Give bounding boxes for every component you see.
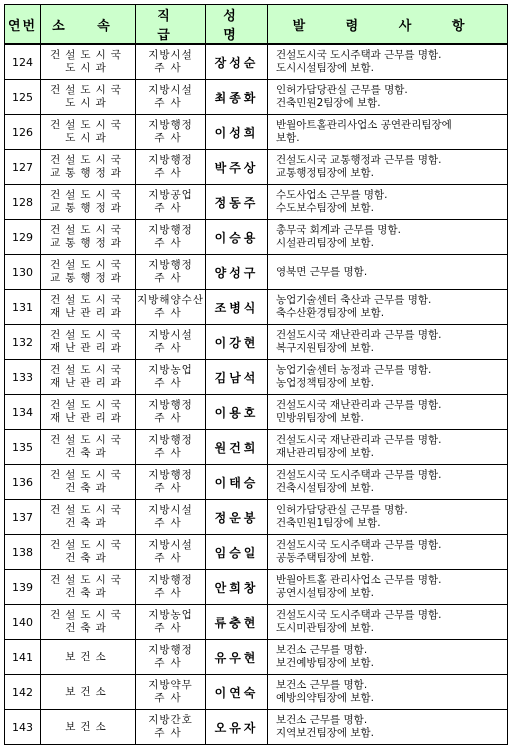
rank-line-2: 주사 xyxy=(154,657,187,669)
appointment-note-line-2: 복구지원팀장에 보함. xyxy=(276,342,374,354)
person-name: 조병식 xyxy=(206,290,268,325)
appointment-note-cell xyxy=(268,570,508,605)
rank-cell xyxy=(136,500,206,535)
department-line-1: 건설도시국 xyxy=(50,84,126,96)
appointment-note-line-2: 도시시설팀장에 보함. xyxy=(276,62,374,74)
appointment-note-cell xyxy=(268,80,508,115)
person-name: 이강현 xyxy=(206,325,268,360)
row-number: 129 xyxy=(5,220,41,255)
department-line-1: 건설도시국 xyxy=(50,539,126,551)
department-line-1: 건설도시국 xyxy=(50,154,126,166)
table-row xyxy=(5,500,508,535)
person-name: 유우현 xyxy=(206,640,268,675)
table-row xyxy=(5,44,508,80)
table-row xyxy=(5,360,508,395)
rank-cell xyxy=(136,570,206,605)
rank-line-2: 주사 xyxy=(154,622,187,634)
row-number: 128 xyxy=(5,185,41,220)
person-name: 김남석 xyxy=(206,360,268,395)
appointment-note-line-2: 시설관리팀장에 보함. xyxy=(276,237,374,249)
rank-line-1: 지방행정 xyxy=(148,469,193,481)
appointment-note-line-1: 농업기술센터 농정과 근무를 명함. xyxy=(276,364,432,376)
table-row xyxy=(5,675,508,710)
header-row xyxy=(5,5,508,45)
department-line-1: 보건소 xyxy=(65,720,111,733)
header-rank: 직 급 xyxy=(136,5,206,45)
person-name: 최종화 xyxy=(206,80,268,115)
rank-line-2: 주사 xyxy=(154,482,187,494)
appointment-note-line-1: 반월아트홀관리사업소 공연관리팀장에 xyxy=(276,119,452,131)
rank-line-2: 주사 xyxy=(154,132,187,144)
person-name: 박주상 xyxy=(206,150,268,185)
row-number: 141 xyxy=(5,640,41,675)
appointment-note-line-2: 건축시설팀장에 보함. xyxy=(276,482,374,494)
rank-line-1: 지방행정 xyxy=(148,644,193,656)
row-number: 139 xyxy=(5,570,41,605)
appointment-note-line-2: 교통행정팀장에 보함. xyxy=(276,167,374,179)
person-name: 장성순 xyxy=(206,44,268,80)
rank-cell xyxy=(136,150,206,185)
department-line-1: 건설도시국 xyxy=(50,259,126,271)
rank-line-1: 지방시설 xyxy=(148,84,193,96)
appointment-note-line-1: 수도사업소 근무를 명함. xyxy=(276,189,388,201)
department-cell xyxy=(41,570,136,605)
person-name: 오유자 xyxy=(206,710,268,745)
rank-line-2: 주사 xyxy=(154,307,187,319)
department-line-1: 건설도시국 xyxy=(50,434,126,446)
appointment-note-line-2: 예방의약팀장에 보함. xyxy=(276,692,374,704)
rank-line-1: 지방시설 xyxy=(148,49,193,61)
department-line-2: 재난관리과 xyxy=(50,342,126,354)
row-number: 126 xyxy=(5,115,41,150)
appointment-note-line-2: 보함. xyxy=(276,132,300,144)
rank-line-1: 지방시설 xyxy=(148,329,193,341)
department-line-2: 교통행정과 xyxy=(50,272,126,284)
person-name: 이태승 xyxy=(206,465,268,500)
appointment-note-cell xyxy=(268,710,508,745)
appointment-note-line-2: 도시미관팀장에 보함. xyxy=(276,622,374,634)
appointment-note-cell xyxy=(268,465,508,500)
department-cell xyxy=(41,605,136,640)
table-row xyxy=(5,115,508,150)
table-row xyxy=(5,185,508,220)
rank-cell xyxy=(136,430,206,465)
department-line-1: 보건소 xyxy=(65,650,111,663)
table-row xyxy=(5,255,508,290)
table-row xyxy=(5,535,508,570)
rank-line-1: 지방시설 xyxy=(148,539,193,551)
rank-cell xyxy=(136,325,206,360)
department-line-2: 재난관리과 xyxy=(50,412,126,424)
rank-line-1: 지방농업 xyxy=(148,609,193,621)
rank-cell xyxy=(136,44,206,80)
department-line-1: 건설도시국 xyxy=(50,399,126,411)
rank-cell xyxy=(136,220,206,255)
appointment-note-cell xyxy=(268,535,508,570)
rank-line-2: 주사 xyxy=(154,167,187,179)
row-number: 137 xyxy=(5,500,41,535)
department-cell xyxy=(41,150,136,185)
department-cell xyxy=(41,44,136,80)
rank-line-1: 지방행정 xyxy=(148,399,193,411)
appointment-note-line-2: 건축민원1팀장에 보함. xyxy=(276,517,381,529)
department-cell xyxy=(41,430,136,465)
department-line-1: 건설도시국 xyxy=(50,224,126,236)
row-number: 143 xyxy=(5,710,41,745)
department-line-1: 건설도시국 xyxy=(50,364,126,376)
appointment-note-line-2: 농업정책팀장에 보함. xyxy=(276,377,374,389)
department-cell xyxy=(41,80,136,115)
rank-line-1: 지방행정 xyxy=(148,259,193,271)
rank-cell xyxy=(136,675,206,710)
row-number: 140 xyxy=(5,605,41,640)
row-number: 133 xyxy=(5,360,41,395)
department-line-1: 건설도시국 xyxy=(50,294,126,306)
appointment-note-cell xyxy=(268,325,508,360)
rank-line-2: 주사 xyxy=(154,62,187,74)
rank-line-1: 지방행정 xyxy=(148,224,193,236)
rank-line-1: 지방시설 xyxy=(148,504,193,516)
rank-line-1: 지방공업 xyxy=(148,189,193,201)
table-row xyxy=(5,640,508,675)
table-row xyxy=(5,570,508,605)
appointment-note-line-1: 인허가담당관실 근무를 명함. xyxy=(276,84,408,96)
rank-cell xyxy=(136,80,206,115)
department-line-2: 교통행정과 xyxy=(50,202,126,214)
appointment-note-cell xyxy=(268,360,508,395)
appointment-note-line-2: 수도보수팀장에 보함. xyxy=(276,202,374,214)
appointment-note-cell xyxy=(268,395,508,430)
table-row xyxy=(5,710,508,745)
rank-line-2: 주사 xyxy=(154,412,187,424)
row-number: 142 xyxy=(5,675,41,710)
department-cell xyxy=(41,710,136,745)
row-number: 130 xyxy=(5,255,41,290)
rank-line-2: 주사 xyxy=(154,447,187,459)
appointment-note-line-2: 축수산환경팀장에 보함. xyxy=(276,307,385,319)
person-name: 안희창 xyxy=(206,570,268,605)
table-row xyxy=(5,325,508,360)
department-line-2: 재난관리과 xyxy=(50,377,126,389)
rank-cell xyxy=(136,465,206,500)
appointment-note-line-2: 건축민원2팀장에 보함. xyxy=(276,97,381,109)
appointment-note-cell xyxy=(268,255,508,290)
rank-line-1: 지방행정 xyxy=(148,434,193,446)
rank-line-1: 지방약무 xyxy=(148,679,193,691)
department-line-2: 건축과 xyxy=(65,587,111,599)
rank-line-2: 주사 xyxy=(154,727,187,739)
department-cell xyxy=(41,535,136,570)
rank-line-1: 지방행정 xyxy=(148,119,193,131)
rank-cell xyxy=(136,640,206,675)
department-line-2: 재난관리과 xyxy=(50,307,126,319)
person-name: 정운봉 xyxy=(206,500,268,535)
header-no: 연번 xyxy=(5,5,41,45)
department-cell xyxy=(41,360,136,395)
person-name: 임승일 xyxy=(206,535,268,570)
rank-line-2: 주사 xyxy=(154,272,187,284)
person-name: 정동주 xyxy=(206,185,268,220)
table-row xyxy=(5,290,508,325)
rank-line-1: 지방해양수산 xyxy=(137,294,204,306)
header-name: 성 명 xyxy=(206,5,268,45)
rank-cell xyxy=(136,115,206,150)
rank-line-2: 주사 xyxy=(154,517,187,529)
rank-line-2: 주사 xyxy=(154,342,187,354)
table-row xyxy=(5,150,508,185)
row-number: 124 xyxy=(5,44,41,80)
appointment-note-cell xyxy=(268,115,508,150)
appointment-note-line-1: 건설도시국 교통행정과 근무를 명함. xyxy=(276,154,442,166)
department-cell xyxy=(41,325,136,360)
rank-cell xyxy=(136,710,206,745)
appointment-note-line-2: 공동주택팀장에 보함. xyxy=(276,552,374,564)
appointment-note-line-1: 건설도시국 재난관리과 근무를 명함. xyxy=(276,399,442,411)
rank-cell xyxy=(136,360,206,395)
appointment-note-line-2: 민방위팀장에 보함. xyxy=(276,412,364,424)
rank-line-2: 주사 xyxy=(154,587,187,599)
person-name: 이승용 xyxy=(206,220,268,255)
department-line-1: 건설도시국 xyxy=(50,49,126,61)
department-line-1: 건설도시국 xyxy=(50,504,126,516)
rank-line-2: 주사 xyxy=(154,202,187,214)
rank-line-2: 주사 xyxy=(154,377,187,389)
rank-cell xyxy=(136,535,206,570)
appointment-note-line-1: 보건소 근무를 명함. xyxy=(276,679,368,691)
rank-line-1: 지방간호 xyxy=(148,714,193,726)
department-line-1: 건설도시국 xyxy=(50,329,126,341)
appointment-note-line-1: 영북면 근무를 명함. xyxy=(276,265,368,278)
department-line-1: 보건소 xyxy=(65,685,111,698)
rank-cell xyxy=(136,255,206,290)
department-cell xyxy=(41,465,136,500)
rank-cell xyxy=(136,290,206,325)
appointment-note-cell xyxy=(268,185,508,220)
rank-line-2: 주사 xyxy=(154,692,187,704)
person-name: 이연숙 xyxy=(206,675,268,710)
rank-cell xyxy=(136,605,206,640)
department-cell xyxy=(41,115,136,150)
appointment-note-cell xyxy=(268,150,508,185)
department-line-2: 건축과 xyxy=(65,517,111,529)
appointment-note-cell xyxy=(268,605,508,640)
department-line-2: 도시과 xyxy=(65,97,111,109)
rank-line-1: 지방행정 xyxy=(148,574,193,586)
department-line-2: 교통행정과 xyxy=(50,237,126,249)
rank-line-2: 주사 xyxy=(154,97,187,109)
appointment-note-cell xyxy=(268,430,508,465)
row-number: 132 xyxy=(5,325,41,360)
appointment-note-line-1: 보건소 근무를 명함. xyxy=(276,644,368,656)
rank-line-2: 주사 xyxy=(154,237,187,249)
person-name: 이용호 xyxy=(206,395,268,430)
appointment-note-cell xyxy=(268,220,508,255)
rank-cell xyxy=(136,395,206,430)
appointment-note-cell xyxy=(268,44,508,80)
department-line-2: 건축과 xyxy=(65,482,111,494)
appointment-note-line-1: 보건소 근무를 명함. xyxy=(276,714,368,726)
department-line-2: 건축과 xyxy=(65,447,111,459)
appointment-note-line-1: 건설도시국 도시주택과 근무를 명함. xyxy=(276,469,442,481)
row-number: 134 xyxy=(5,395,41,430)
person-name: 원건희 xyxy=(206,430,268,465)
header-dept: 소 속 xyxy=(41,5,136,45)
header-note: 발 령 사 항 xyxy=(268,5,508,45)
department-line-2: 도시과 xyxy=(65,62,111,74)
department-cell xyxy=(41,640,136,675)
appointment-note-line-1: 반월아트홀 관리사업소 근무를 명함. xyxy=(276,574,442,586)
appointment-note-line-1: 건설도시국 도시주택과 근무를 명함. xyxy=(276,609,442,621)
department-line-1: 건설도시국 xyxy=(50,469,126,481)
rank-line-2: 주사 xyxy=(154,552,187,564)
department-cell xyxy=(41,220,136,255)
person-name: 이성희 xyxy=(206,115,268,150)
rank-line-1: 지방행정 xyxy=(148,154,193,166)
department-cell xyxy=(41,255,136,290)
table-body xyxy=(5,44,508,745)
department-cell xyxy=(41,290,136,325)
appointment-note-line-1: 농업기술센터 축산과 근무를 명함. xyxy=(276,294,432,306)
rank-cell xyxy=(136,185,206,220)
department-cell xyxy=(41,185,136,220)
row-number: 136 xyxy=(5,465,41,500)
appointment-note-line-2: 공연시설팀장에 보함. xyxy=(276,587,374,599)
row-number: 131 xyxy=(5,290,41,325)
table-row xyxy=(5,465,508,500)
department-cell xyxy=(41,395,136,430)
department-line-2: 건축과 xyxy=(65,622,111,634)
appointment-note-line-2: 재난관리팀장에 보함. xyxy=(276,447,374,459)
appointment-note-cell xyxy=(268,640,508,675)
table-row xyxy=(5,220,508,255)
appointment-note-line-1: 건설도시국 재난관리과 근무를 명함. xyxy=(276,329,442,341)
rank-line-1: 지방농업 xyxy=(148,364,193,376)
row-number: 125 xyxy=(5,80,41,115)
table-row xyxy=(5,605,508,640)
department-cell xyxy=(41,500,136,535)
appointment-note-line-1: 건설도시국 도시주택과 근무를 명함. xyxy=(276,49,442,61)
appointment-note-line-2: 보건예방팀장에 보함. xyxy=(276,657,374,669)
personnel-table xyxy=(4,4,508,745)
table-row xyxy=(5,80,508,115)
department-cell xyxy=(41,675,136,710)
department-line-2: 건축과 xyxy=(65,552,111,564)
appointment-note-line-1: 건설도시국 도시주택과 근무를 명함. xyxy=(276,539,442,551)
row-number: 138 xyxy=(5,535,41,570)
appointment-note-line-2: 지역보건팀장에 보함. xyxy=(276,727,374,739)
table-row xyxy=(5,395,508,430)
table-row xyxy=(5,430,508,465)
department-line-1: 건설도시국 xyxy=(50,189,126,201)
appointment-note-cell xyxy=(268,290,508,325)
department-line-1: 건설도시국 xyxy=(50,119,126,131)
department-line-2: 도시과 xyxy=(65,132,111,144)
appointment-note-line-1: 총무국 회계과 근무를 명함. xyxy=(276,224,401,236)
department-line-1: 건설도시국 xyxy=(50,609,126,621)
department-line-2: 교통행정과 xyxy=(50,167,126,179)
appointment-note-cell xyxy=(268,500,508,535)
row-number: 127 xyxy=(5,150,41,185)
department-line-1: 건설도시국 xyxy=(50,574,126,586)
person-name: 양성구 xyxy=(206,255,268,290)
appointment-note-line-1: 인허가담당관실 근무를 명함. xyxy=(276,504,408,516)
appointment-note-line-1: 건설도시국 재난관리과 근무를 명함. xyxy=(276,434,442,446)
person-name: 류충현 xyxy=(206,605,268,640)
appointment-note-cell xyxy=(268,675,508,710)
row-number: 135 xyxy=(5,430,41,465)
